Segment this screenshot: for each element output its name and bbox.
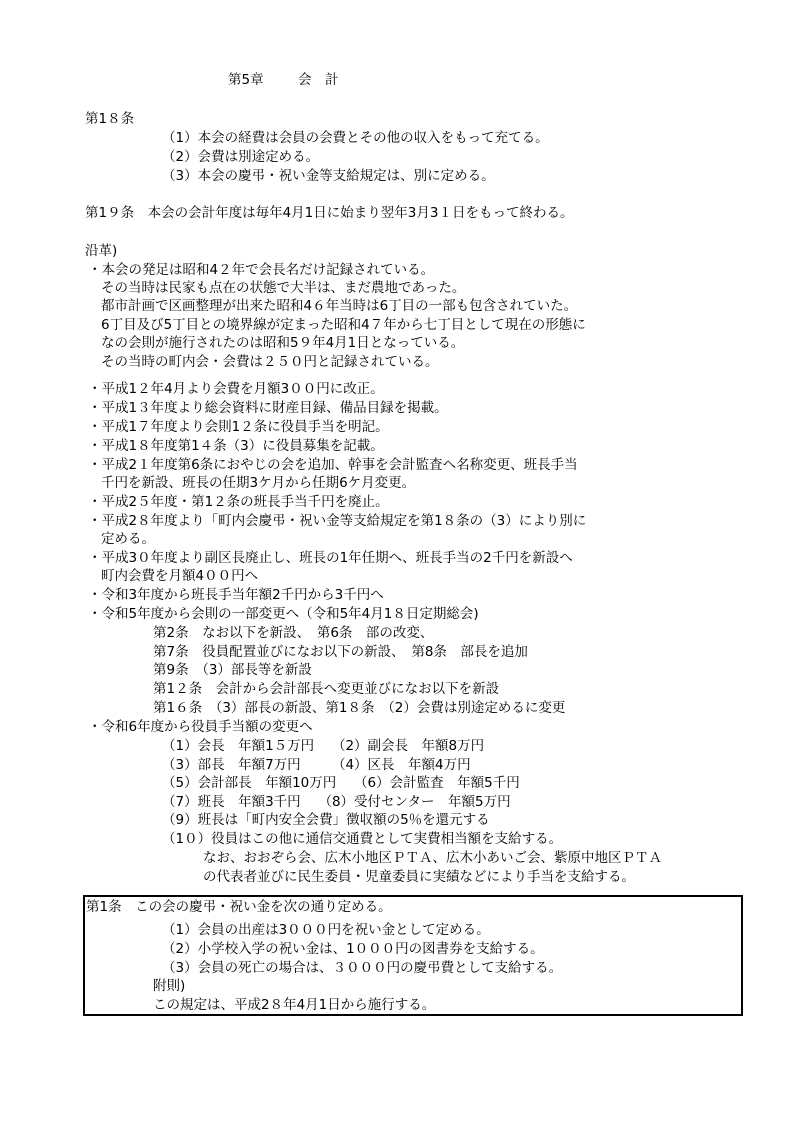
reiwa5-item: 第7条 役員配置並びになお以下の新設、 第8条 部長を追加 <box>153 644 528 660</box>
founding-line: ・本会の発足は昭和4２年で会長名だけ記録されている。 <box>88 262 435 278</box>
reiwa5-item: 第9条 （3）部長等を新設 <box>153 662 312 678</box>
allowance-item: （9）班長は「町内安全会費」徴収額の5％を還元する <box>162 812 490 828</box>
allowance-note: なお、おおぞら会、広木小地区ＰＴＡ、広木小あいご会、紫原中地区ＰＴＡ <box>203 850 662 866</box>
reiwa5-item: 第2条 なお以下を新設、 第6条 部の改変、 <box>153 625 434 641</box>
history-change: ・平成2１年度第6条におやじの会を追加、幹事を会計監査へ名称変更、班長手当 <box>88 457 578 473</box>
article-18-item: （2）会費は別途定める。 <box>162 149 320 165</box>
history-change: ・令和5年度から会則の一部変更へ（令和5年4月1８日定期総会) <box>88 606 479 622</box>
history-heading: 沿革) <box>85 243 118 259</box>
founding-line: 都市計画で区画整理が出来た昭和4６年当時は6丁目の一部も包含されていた。 <box>101 298 578 314</box>
history-change: ・平成1３年度より総会資料に財産目録、備品目録を掲載。 <box>88 400 448 416</box>
allowance-item: （1）会長 年額1５万円 （2）副会長 年額8万円 <box>162 738 485 754</box>
founding-line: 6丁目及び5丁目との境界線が定まった昭和4７年から七丁目として現在の形態に <box>101 317 586 333</box>
regulation-item: （1）会員の出産は3０００円を祝い金として定める。 <box>162 922 490 938</box>
history-change: ・平成1７年度より会則1２条に役員手当を明記。 <box>88 419 389 435</box>
supplement-text: この規定は、平成2８年4月1日から施行する。 <box>153 997 436 1013</box>
allowance-item: （1０）役員はこの他に通信交通費として実費相当額を支給する。 <box>162 831 563 847</box>
reiwa5-item: 第1２条 会計から会計部長へ変更並びになお以下を新設 <box>153 681 500 697</box>
history-change: ・令和3年度から班長手当年額2千円から3千円へ <box>88 587 384 603</box>
regulation-heading: 第1条 この会の慶弔・祝い金を次の通り定める。 <box>86 899 392 915</box>
history-change: 町内会費を月額4００円へ <box>101 568 259 584</box>
regulation-item: （3）会員の死亡の場合は、３０００円の慶弔費として支給する。 <box>162 960 563 976</box>
article-18-item: （1）本会の経費は会員の会費とその他の収入をもって充てる。 <box>162 130 549 146</box>
history-change: 千円を新設、班長の任期3ケ月から任期6ケ月変更。 <box>101 475 416 491</box>
history-change: 定める。 <box>101 531 155 547</box>
history-change: ・平成1２年4月より会費を月額3００円に改正。 <box>88 381 384 397</box>
chapter-title: 会 計 <box>298 72 339 88</box>
article-18-item: （3）本会の慶弔・祝い金等支給規定は、別に定める。 <box>162 168 495 184</box>
history-change: ・平成3０年度より副区長廃止し、班長の1年任期へ、班長手当の2千円を新設へ <box>88 550 573 566</box>
history-change: ・平成1８年度第1４条（3）に役員募集を記載。 <box>88 438 384 454</box>
allowance-note: の代表者並びに民生委員・児童委員に実績などにより手当を支給する。 <box>203 869 635 885</box>
allowance-item: （3）部長 年額7万円 （4）区長 年額4万円 <box>162 757 471 773</box>
regulation-item: （2）小学校入学の祝い金は、1０００円の図書券を支給する。 <box>162 941 544 957</box>
history-change: ・平成2５年度・第1２条の班長手当千円を廃止。 <box>88 494 389 510</box>
chapter-number: 第5章 <box>228 72 264 88</box>
founding-line: その当時の町内会・会費は２５０円と記録されている。 <box>101 354 439 370</box>
allowance-item: （7）班長 年額3千円 （8）受付センター 年額5万円 <box>162 794 511 810</box>
allowance-item: （5）会計部長 年額10万円 （6）会計監査 年額5千円 <box>162 775 520 791</box>
supplement-heading: 附則) <box>153 978 186 994</box>
founding-line: なの会則が施行されたのは昭和5９年4月1日となっている。 <box>101 335 465 351</box>
article-18-heading: 第1８条 <box>85 111 135 127</box>
founding-line: その当時は民家も点在の状態で大半は、まだ農地であった。 <box>101 280 466 296</box>
reiwa5-item: 第1６条 （3）部長の新設、第1８条 （2）会費は別途定めるに変更 <box>153 700 566 716</box>
history-change: ・平成2８年度より「町内会慶弔・祝い金等支給規定を第1８条の（3）により別に <box>88 513 587 529</box>
article-19: 第1９条 本会の会計年度は毎年4月1日に始まり翌年3月3１日をもって終わる。 <box>85 205 574 221</box>
reiwa6-heading: ・令和6年度から役員手当額の変更へ <box>88 719 313 735</box>
